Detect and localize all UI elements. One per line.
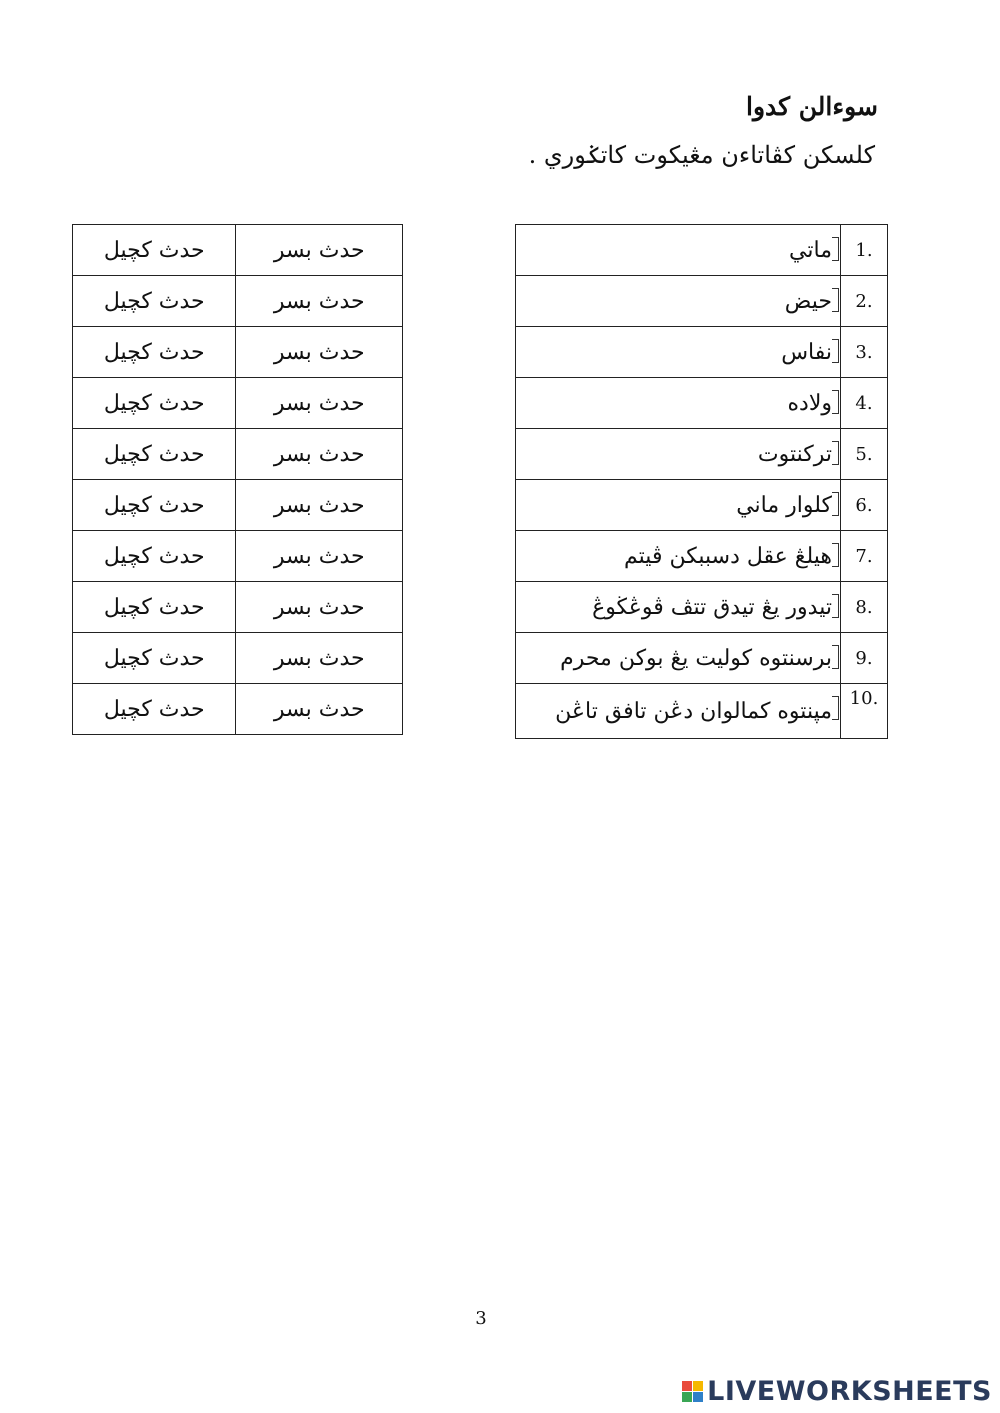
category-row bbox=[73, 276, 403, 327]
question-cell bbox=[516, 225, 841, 276]
question-text: برسنتوه كوليت يڠ بوكن محرم bbox=[560, 645, 832, 671]
question-number: 2. bbox=[841, 276, 888, 327]
page-number: 3 bbox=[475, 1308, 487, 1329]
bracket-icon bbox=[832, 288, 839, 312]
question-text: ترکنتوت bbox=[757, 441, 832, 467]
worksheet-instruction: كلسكن كڤاتاءن مڠيكوت كاتݢوري . bbox=[528, 141, 875, 169]
category-row bbox=[73, 327, 403, 378]
minor-hadas-option[interactable]: حدث کچيل bbox=[73, 378, 236, 429]
major-hadas-option[interactable]: حدث بسر bbox=[236, 378, 403, 429]
category-row bbox=[73, 531, 403, 582]
question-row bbox=[516, 684, 888, 739]
minor-hadas-option[interactable]: حدث کچيل bbox=[73, 633, 236, 684]
bracket-icon bbox=[832, 543, 839, 567]
major-hadas-option[interactable]: حدث بسر bbox=[236, 531, 403, 582]
bracket-icon bbox=[832, 441, 839, 465]
category-row bbox=[73, 429, 403, 480]
logo-square-icon bbox=[682, 1392, 692, 1402]
minor-hadas-option[interactable]: حدث کچيل bbox=[73, 684, 236, 735]
category-row bbox=[73, 225, 403, 276]
bracket-icon bbox=[832, 492, 839, 516]
major-hadas-option[interactable]: حدث بسر bbox=[236, 684, 403, 735]
question-row bbox=[516, 276, 888, 327]
question-text: ماتي bbox=[789, 237, 832, 263]
question-cell bbox=[516, 582, 841, 633]
question-number: 5. bbox=[841, 429, 888, 480]
question-row bbox=[516, 531, 888, 582]
question-number: 1. bbox=[841, 225, 888, 276]
major-hadas-option[interactable]: حدث بسر bbox=[236, 276, 403, 327]
category-row bbox=[73, 582, 403, 633]
question-cell bbox=[516, 429, 841, 480]
question-number: 7. bbox=[841, 531, 888, 582]
question-number: 6. bbox=[841, 480, 888, 531]
logo-square-icon bbox=[682, 1381, 692, 1391]
question-row bbox=[516, 480, 888, 531]
category-row bbox=[73, 480, 403, 531]
category-row bbox=[73, 378, 403, 429]
minor-hadas-option[interactable]: حدث کچيل bbox=[73, 225, 236, 276]
category-row bbox=[73, 633, 403, 684]
category-row bbox=[73, 684, 403, 735]
question-text: تيدور يڠ تيدق تتڤ ڤوڠڬوڠ bbox=[592, 594, 832, 620]
question-text: نفاس bbox=[781, 339, 832, 365]
question-number: 4. bbox=[841, 378, 888, 429]
question-cell bbox=[516, 327, 841, 378]
minor-hadas-option[interactable]: حدث کچيل bbox=[73, 429, 236, 480]
question-text: كلوار ماني bbox=[736, 492, 832, 518]
minor-hadas-option[interactable]: حدث کچيل bbox=[73, 582, 236, 633]
minor-hadas-option[interactable]: حدث کچيل bbox=[73, 531, 236, 582]
logo-square-icon bbox=[693, 1381, 703, 1391]
question-text: ولاده bbox=[787, 390, 832, 416]
category-answer-table bbox=[72, 224, 403, 735]
question-cell bbox=[516, 276, 841, 327]
major-hadas-option[interactable]: حدث بسر bbox=[236, 582, 403, 633]
major-hadas-option[interactable]: حدث بسر bbox=[236, 480, 403, 531]
question-row bbox=[516, 225, 888, 276]
question-cell bbox=[516, 684, 841, 739]
logo-grid-icon bbox=[682, 1381, 703, 1402]
question-row bbox=[516, 582, 888, 633]
worksheet-heading: سوءالن كدوا bbox=[746, 92, 878, 121]
minor-hadas-option[interactable]: حدث کچيل bbox=[73, 327, 236, 378]
question-number: 8. bbox=[841, 582, 888, 633]
question-text: حيض bbox=[784, 288, 832, 314]
minor-hadas-option[interactable]: حدث کچيل bbox=[73, 480, 236, 531]
question-number: 3. bbox=[841, 327, 888, 378]
question-number: 10. bbox=[841, 684, 888, 739]
major-hadas-option[interactable]: حدث بسر bbox=[236, 633, 403, 684]
question-cell bbox=[516, 378, 841, 429]
bracket-icon bbox=[832, 390, 839, 414]
bracket-icon bbox=[832, 237, 839, 261]
bracket-icon bbox=[832, 645, 839, 669]
logo-square-icon bbox=[693, 1392, 703, 1402]
question-row bbox=[516, 378, 888, 429]
question-cell bbox=[516, 480, 841, 531]
bracket-icon bbox=[832, 696, 839, 720]
question-cell bbox=[516, 633, 841, 684]
question-text: مپنتوه كمالوان دڠن تافق تاڠن bbox=[555, 698, 832, 724]
question-text: هيلڠ عقل دسببکن ڤيتم bbox=[624, 543, 832, 569]
liveworksheets-logo bbox=[682, 1376, 992, 1407]
bracket-icon bbox=[832, 594, 839, 618]
major-hadas-option[interactable]: حدث بسر bbox=[236, 225, 403, 276]
question-cell bbox=[516, 531, 841, 582]
major-hadas-option[interactable]: حدث بسر bbox=[236, 327, 403, 378]
logo-text: LIVEWORKSHEETS bbox=[707, 1376, 992, 1407]
question-number: 9. bbox=[841, 633, 888, 684]
major-hadas-option[interactable]: حدث بسر bbox=[236, 429, 403, 480]
question-row bbox=[516, 633, 888, 684]
bracket-icon bbox=[832, 339, 839, 363]
minor-hadas-option[interactable]: حدث کچيل bbox=[73, 276, 236, 327]
question-row bbox=[516, 327, 888, 378]
question-table bbox=[515, 224, 888, 739]
question-row bbox=[516, 429, 888, 480]
